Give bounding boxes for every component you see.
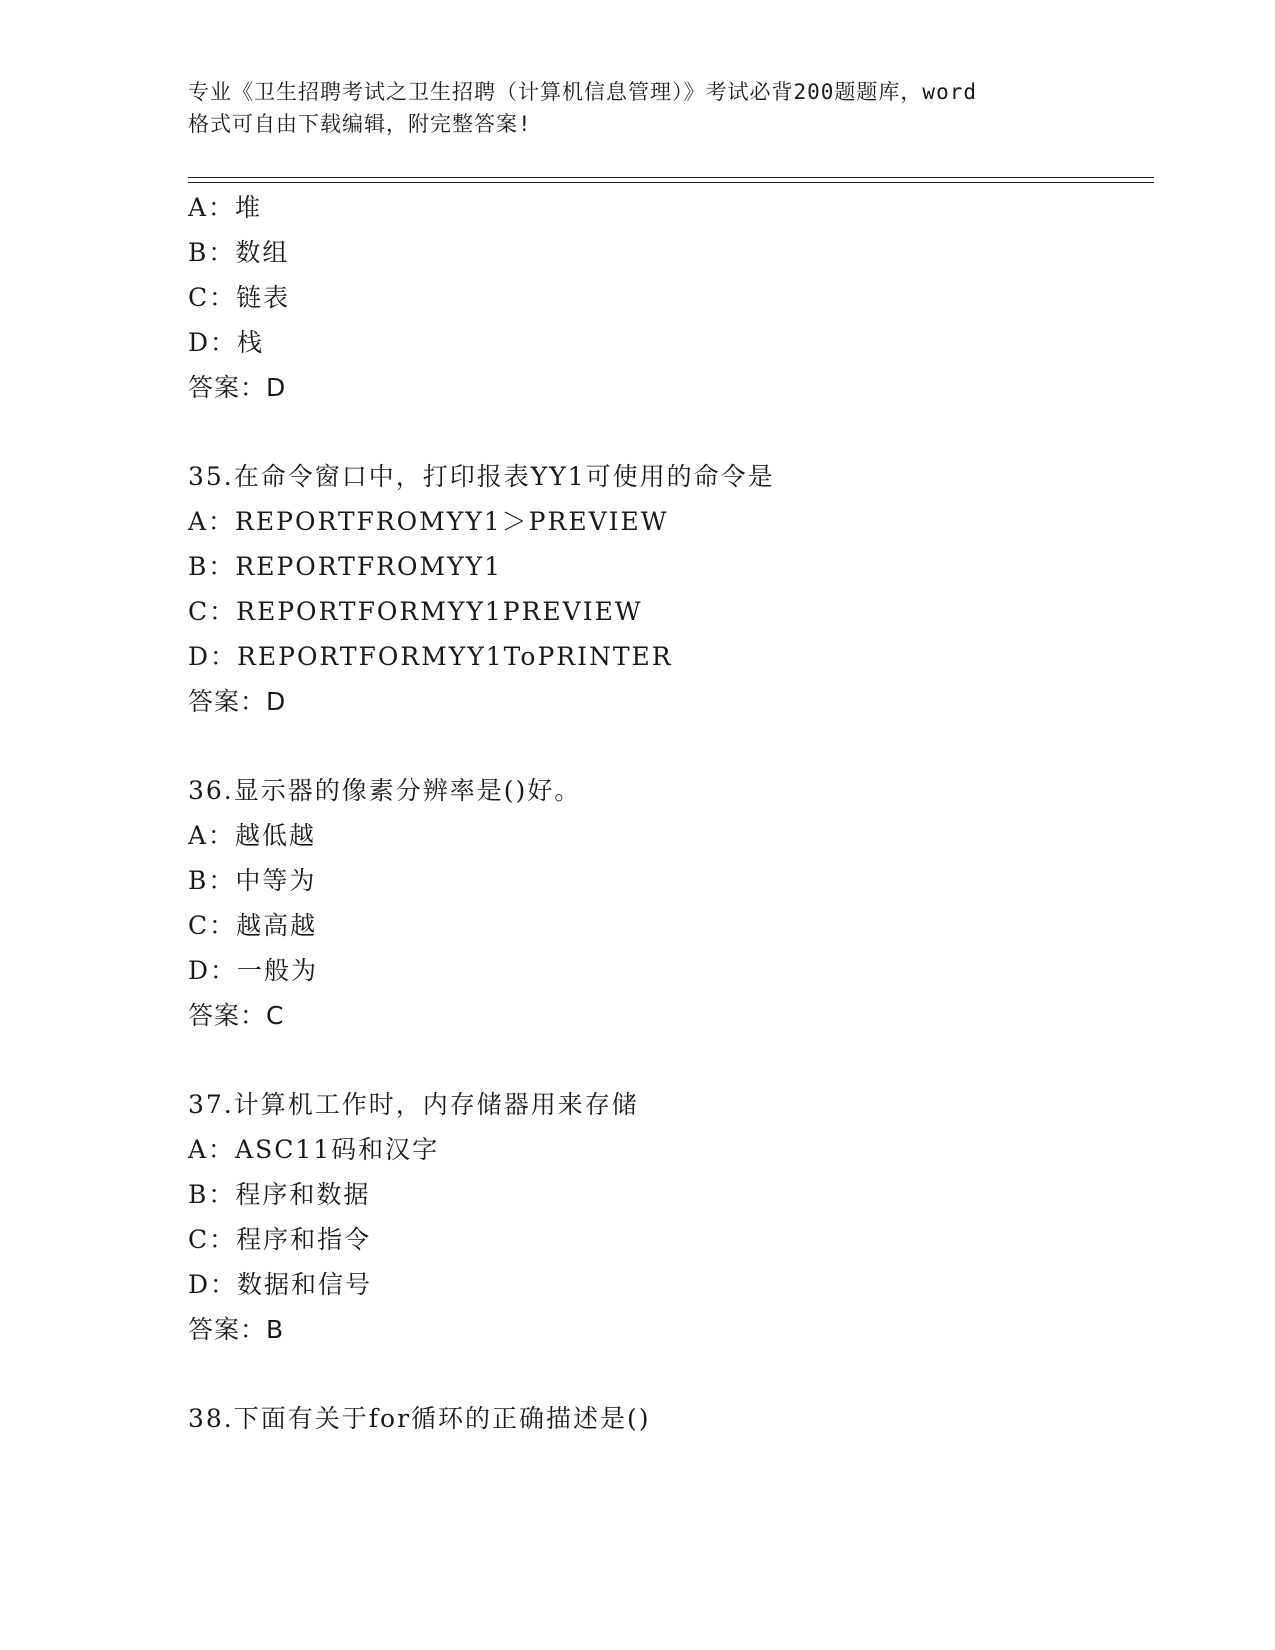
q36-option-d: D：一般为 bbox=[188, 956, 319, 985]
q37-question: 37.计算机工作时，内存储器用来存储 bbox=[188, 1090, 639, 1119]
q36-question: 36.显示器的像素分辨率是()好。 bbox=[188, 776, 582, 805]
q35-option-a: A：REPORTFROMYY1＞PREVIEW bbox=[188, 507, 669, 536]
header-divider-top bbox=[188, 177, 1154, 178]
q36-option-a: A：越低越 bbox=[188, 821, 317, 850]
q38-question: 38.下面有关于for循环的正确描述是() bbox=[188, 1404, 651, 1433]
q37-answer: 答案：B bbox=[188, 1315, 285, 1344]
q35-question: 35.在命令窗口中，打印报表YY1可使用的命令是 bbox=[188, 462, 775, 491]
q35-option-d: D：REPORTFORMYY1ToPRINTER bbox=[188, 642, 673, 671]
header-line-2: 格式可自由下载编辑，附完整答案! bbox=[188, 112, 532, 136]
q36-option-b: B：中等为 bbox=[188, 866, 317, 895]
q37-option-d: D：数据和信号 bbox=[188, 1270, 373, 1299]
q37-option-a: A：ASC11码和汉字 bbox=[188, 1135, 440, 1164]
header-divider-bottom bbox=[188, 182, 1154, 183]
q34-answer: 答案：D bbox=[188, 373, 287, 402]
q37-option-c: C：程序和指令 bbox=[188, 1225, 372, 1254]
q34-option-b: B：数组 bbox=[188, 238, 290, 267]
q36-option-c: C：越高越 bbox=[188, 911, 318, 940]
q35-option-b: B：REPORTFROMYY1 bbox=[188, 552, 502, 581]
q37-option-b: B：程序和数据 bbox=[188, 1180, 371, 1209]
q34-option-d: D：栈 bbox=[188, 328, 265, 357]
q36-answer: 答案：C bbox=[188, 1001, 285, 1030]
q35-answer: 答案：D bbox=[188, 687, 287, 716]
header-line-1: 专业《卫生招聘考试之卫生招聘（计算机信息管理）》考试必背200题题库，word bbox=[188, 80, 977, 104]
q34-option-a: A：堆 bbox=[188, 193, 263, 222]
q34-option-c: C：链表 bbox=[188, 283, 291, 312]
q35-option-c: C：REPORTFORMYY1PREVIEW bbox=[188, 597, 643, 626]
document-header bbox=[188, 76, 1088, 140]
